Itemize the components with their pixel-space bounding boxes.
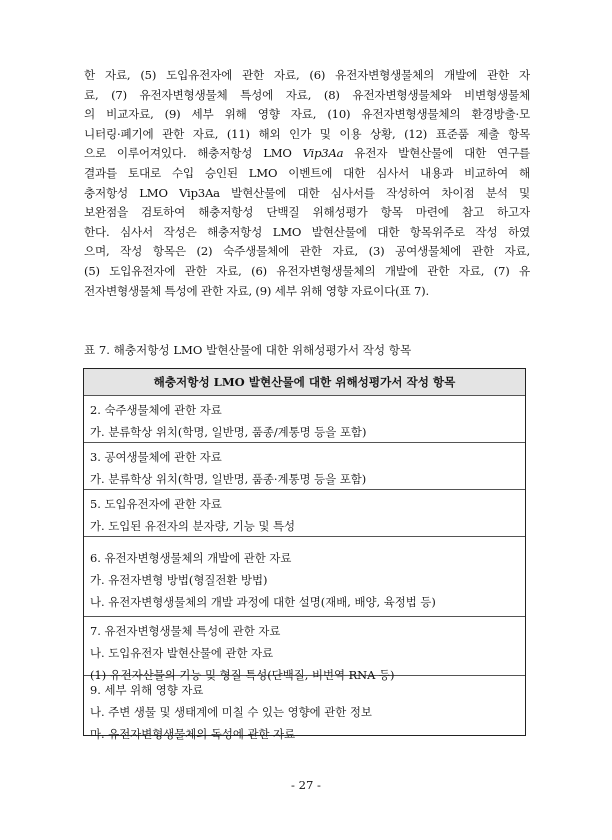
paragraph-line xyxy=(84,144,530,164)
section-item: 가. 분류학상 위치(학명, 일반명, 품종·계통명 등을 포함) xyxy=(90,472,367,486)
table-row xyxy=(84,537,525,617)
table-row xyxy=(84,396,525,443)
section-item: 나. 주변 생물 및 생태계에 미칠 수 있는 영향에 관한 정보 xyxy=(90,705,372,719)
paragraph-line: 니터링·폐기에 관한 자료, (11) 해외 인가 및 이용 상황, (12) 표준품 제출 항목 xyxy=(84,126,530,141)
section-item: 마. 유전자변형생물체의 독성에 관한 자료 xyxy=(90,727,296,741)
section-title: 7. 유전자변형생물체 특성에 관한 자료 xyxy=(90,624,281,638)
table-row xyxy=(84,490,525,537)
section-item: 가. 분류학상 위치(학명, 일반명, 품종/계통명 등을 포함) xyxy=(90,425,367,439)
paragraph-line: 으며, 작성 항목은 (2) 숙주생물체에 관한 자료, (3) 공여생물체에 관한 자료, xyxy=(84,244,530,259)
body-paragraph xyxy=(84,66,530,301)
table-row xyxy=(84,617,525,682)
section-item: 가. 도입된 유전자의 분자량, 기능 및 특성 xyxy=(90,519,296,533)
table-caption: 표 7. 해충저항성 LMO 발현산물에 대한 위해성평가서 작성 항목 xyxy=(84,343,412,357)
section-item: (1) 유전자산물의 기능 및 형질 특성(단백질, 비번역 RNA 등) xyxy=(90,668,395,682)
paragraph-line: (5) 도입유전자에 관한 자료, (6) 유전자변형생물체의 개발에 관한 자료, (7) 유 xyxy=(84,263,530,278)
section-title: 9. 세부 위해 영향 자료 xyxy=(90,683,204,697)
paragraph-line: 의 비교자료, (9) 세부 위해 영향 자료, (10) 유전자변형생물체의 환경방출·모 xyxy=(84,107,530,122)
paragraph-line: 한다. 심사서 작성은 해충저항성 LMO 발현산물에 대한 항목위주로 작성 하였 xyxy=(84,224,530,239)
gene-name: Vip3Aa xyxy=(302,146,344,161)
section-title: 6. 유전자변형생물체의 개발에 관한 자료 xyxy=(90,551,292,565)
page-number: - 27 - xyxy=(291,778,321,792)
paragraph-line: 한 자료, (5) 도입유전자에 관한 자료, (6) 유전자변형생물체의 개발에 관한 자 xyxy=(84,68,530,82)
section-item: 가. 유전자변형 방법(형질전환 방법) xyxy=(90,573,268,587)
section-title: 3. 공여생물체에 관한 자료 xyxy=(90,450,222,464)
line-text: 으로 이루어져있다. 해충저항성 LMO xyxy=(84,146,303,161)
section-title: 2. 숙주생물체에 관한 자료 xyxy=(90,403,222,417)
paragraph-line: 보완점을 검토하여 해충저항성 단백질 위해성평가 항목 마련에 참고 하고자 xyxy=(84,205,530,220)
table-header: 해충저항성 LMO 발현산물에 대한 위해성평가서 작성 항목 xyxy=(84,369,525,396)
section-item: 나. 도입유전자 발현산물에 관한 자료 xyxy=(90,646,274,660)
paragraph-line: 전자변형생물체 특성에 관한 자료, (9) 세부 위해 영향 자료이다(표 7). xyxy=(84,283,429,298)
section-item: 나. 유전자변형생물체의 개발 과정에 대한 설명(재배, 배양, 육정법 등) xyxy=(90,595,436,609)
assessment-items-table xyxy=(83,368,526,741)
paragraph-line: 충저항성 LMO Vip3Aa 발현산물에 대한 심사서를 작성하여 차이점 분석 및 xyxy=(84,185,530,200)
table-row xyxy=(84,443,525,490)
section-title: 5. 도입유전자에 관한 자료 xyxy=(90,497,222,511)
paragraph-line: 료, (7) 유전자변형생물체 특성에 자료, (8) 유전자변형생물체와 비변형생물체 xyxy=(84,87,530,102)
line-text: 유전자 발현산물에 대한 연구를 xyxy=(343,146,530,161)
paragraph-line: 결과를 토대로 수입 승인된 LMO 이벤트에 대한 심사서 내용과 비교하여 해 xyxy=(84,165,530,180)
